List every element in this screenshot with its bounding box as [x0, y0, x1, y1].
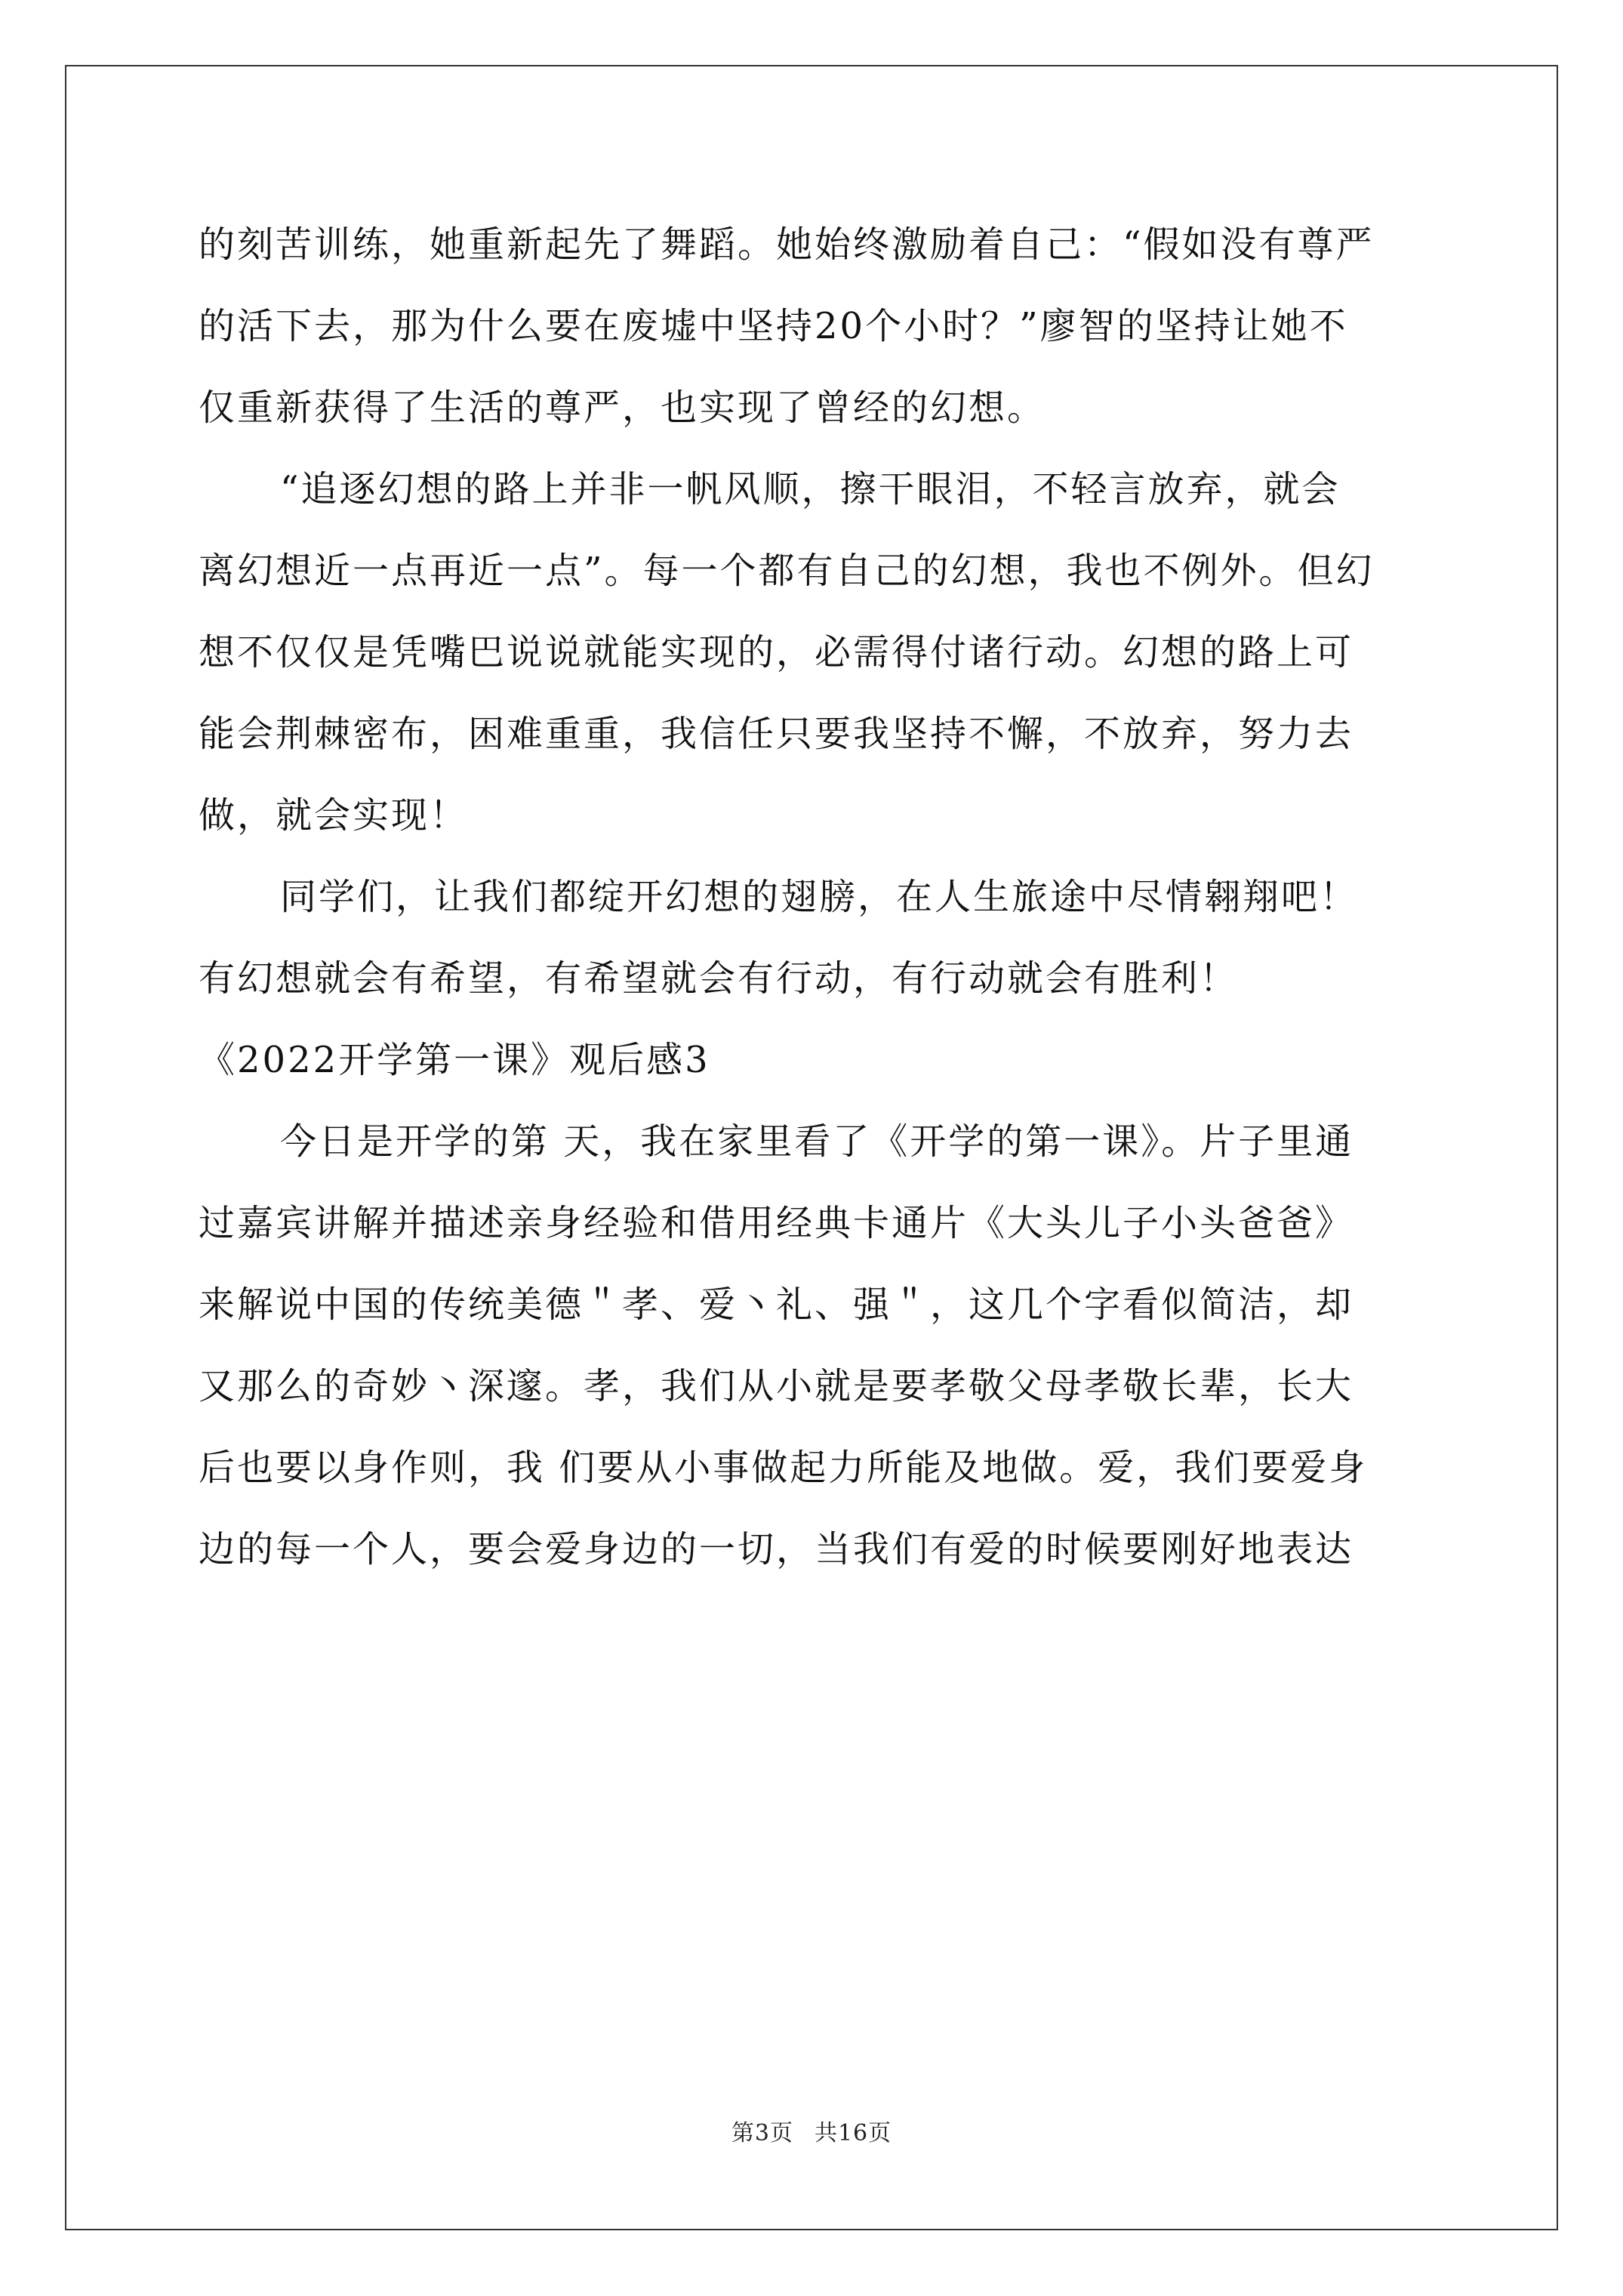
text-line: 来解说中国的传统美德＂孝、爱丶礼、强＂，这几个字看似简洁，却 — [199, 1284, 1354, 1326]
text-line: 有幻想就会有希望，有希望就会有行动，有行动就会有胜利！ — [199, 957, 1239, 1000]
page-number: 第3页 — [731, 2120, 793, 2147]
text-line: 离幻想近一点再近一点”。每一个都有自己的幻想，我也不例外。但幻 — [199, 550, 1375, 592]
page-total: 共16页 — [814, 2120, 892, 2147]
text-line: 今日是开学的第 天，我在家里看了《开学的第一课》。片子里通 — [280, 1120, 1354, 1163]
text-line: 同学们，让我们都绽开幻想的翅膀，在人生旅途中尽情翱翔吧！ — [280, 876, 1359, 918]
text-line: 后也要以身作则，我 们要从小事做起力所能及地做。爱，我们要爱身 — [199, 1447, 1368, 1489]
page-footer — [0, 2114, 1623, 2147]
text-line: 又那么的奇妙丶深邃。孝，我们从小就是要孝敬父母孝敬长辈，长大 — [199, 1365, 1354, 1407]
text-line: 的刻苦训练，她重新起先了舞蹈。她始终激励着自己：“假如没有尊严 — [199, 223, 1375, 266]
document-body — [199, 204, 1446, 1590]
text-line: 想不仅仅是凭嘴巴说说就能实现的，必需得付诸行动。幻想的路上可 — [199, 631, 1354, 673]
section-heading: 《2022开学第一课》观后感3 — [199, 1039, 710, 1081]
text-line: 做，就会实现！ — [199, 794, 469, 837]
text-line: 的活下去，那为什么要在废墟中坚持20个小时？”廖智的坚持让她不 — [199, 305, 1348, 347]
text-line: 仅重新获得了生活的尊严，也实现了曾经的幻想。 — [199, 387, 1046, 429]
text-line: 能会荆棘密布，困难重重，我信任只要我坚持不懈，不放弃，努力去 — [199, 713, 1354, 755]
text-line: 边的每一个人，要会爱身边的一切，当我们有爱的时候要刚好地表达 — [199, 1528, 1354, 1570]
text-line: 过嘉宾讲解并描述亲身经验和借用经典卡通片《大头儿子小头爸爸》 — [199, 1202, 1354, 1244]
text-line: “追逐幻想的路上并非一帆风顺，擦干眼泪，不轻言放弃，就会 — [280, 468, 1341, 510]
